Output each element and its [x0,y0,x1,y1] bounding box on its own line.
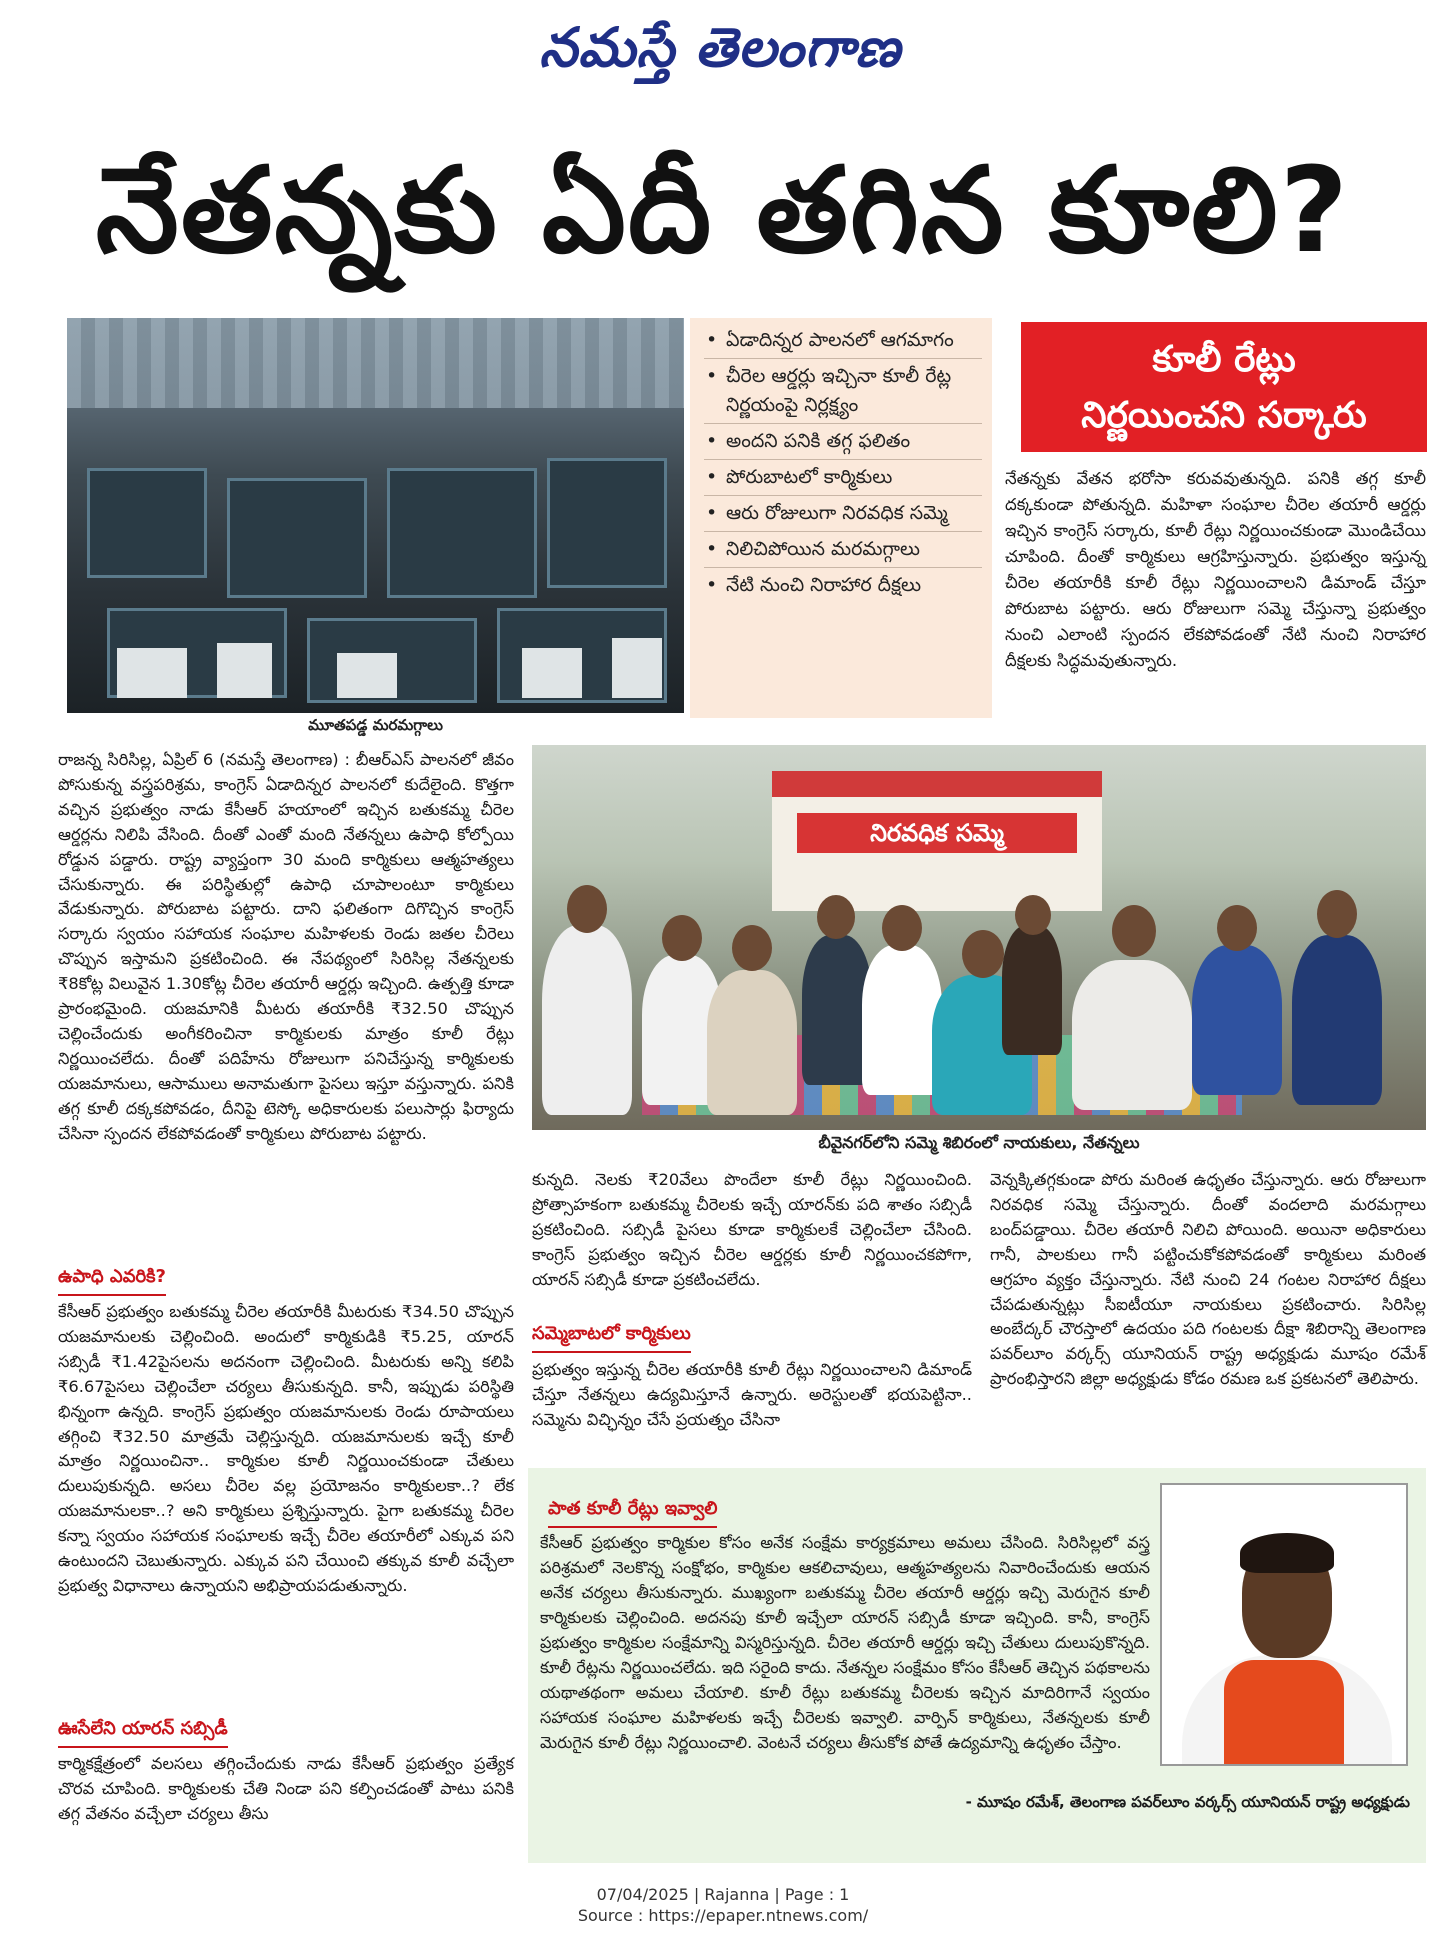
bullet-item: • అందని పనికి తగ్గ ఫలితం [704,427,982,460]
highlights-box [690,318,992,718]
headline: నేతన్నకు ఏదీ తగిన కూలి? [95,141,1351,279]
bullet-item: • నేటి నుంచి నిరాహార దీక్షలు [704,571,982,603]
masthead-logo: నమస్తే తెలంగాణ [539,15,901,79]
column3-paragraph1: వెన్నక్కితగ్గకుండా పోరు మరింత ఉధృతం చేస్తున్నారు. ఆరు రోజులుగా నిరవధిక సమ్మె చేస్తున్నారు. దీంతో వందలాది మరమగ్గాలు బంద్‌పడ్డాయి. చీరెల తయారీ నిలిచి పోయింది. అయినా అధికారులు గానీ, పాలకులు గానీ పట్టించుకోకపోవడంతో కార్మికులు మరింత ఆగ్రహం వ్యక్తం చేస్తున్నారు. నేటి నుంచి 24 గంటల నిరాహార దీక్షలు చేపడుతున్నట్లు సీఐటీయూ నాయకులు ప్రకటించారు. సిరిసిల్ల అంబేద్కర్ చౌరస్తాలో ఉదయం పది గంటలకు దీక్షా శిబిరాన్ని తెలంగాణ పవర్‌లూం వర్కర్స్ యూనియన్ రాష్ట్ర అధ్యక్షుడు మూషం రమేశ్ ప్రారంభిస్తారని జిల్లా అధ్యక్షుడు కోడం రమణ ఒక ప్రకటనలో తెలిపారు. [990,1170,1426,1389]
red-callout [1021,322,1427,452]
red-callout-line1: కూలీ రేట్లు [1152,339,1296,380]
subhead-strike: సమ్మెబాటలో కార్మికులు [532,1323,691,1348]
quote-box-title: పాత కూలీ రేట్లు ఇవ్వాలి [548,1498,717,1523]
column2-paragraph1: కున్నది. నెలకు ₹20వేలు పొందేలా కూలీ రేట్లు నిర్ణయించింది. ప్రోత్సాహకంగా బతుకమ్మ చీరెలకు ఇచ్చే యారన్‌కు పది శాతం సబ్సిడీ ప్రకటించింది. సబ్సిడీ పైసలు కూడా కార్మికులకే చెల్లించేలా చేసింది. కాంగ్రెస్ ప్రభుత్వం ఇచ్చిన చీరెల ఆర్డర్లకు కూలీ నిర్ణయించకపోగా, యారన్ సబ్సిడీ కూడా ప్రకటించలేదు. [532,1170,972,1289]
banner-text: నిరవధిక సమ్మె [797,813,1077,853]
footer-date-line: 07/04/2025 | Rajanna | Page : 1 [596,1885,850,1904]
bullet-item: • ఏడాదిన్నర పాలనలో ఆగమాగం [704,326,982,359]
portrait-photo [1160,1483,1408,1766]
bullet-item: • నిలిచిపోయిన మరమగ్గాలు [704,535,982,568]
quote-box-text: కేసీఆర్ ప్రభుత్వం కార్మికుల కోసం అనేక సంక్షేమ కార్యక్రమాలు అమలు చేసింది. సిరిసిల్లలో వస్త్ర పరిశ్రమలో నెలకొన్న సంక్షోభం, కార్మికుల ఆకలిచావులు, ఆత్మహత్యలను నివారించేందుకు ఆయన అనేక చర్యలు తీసుకున్నారు. ముఖ్యంగా బతుకమ్మ చీరెల తయారీ ఆర్డర్లు ఇచ్చి మెరుగైన కూలీ కార్మికులకు చెల్లించింది. అదనపు కూలీ ఇచ్చేలా యారన్ సబ్సిడీ కూడా ఇచ్చింది. కానీ, కాంగ్రెస్ ప్రభుత్వం కార్మికుల సంక్షేమాన్ని విస్మరిస్తున్నది. చీరెల తయారీ ఆర్డర్లు ఇచ్చి చేతులు దులుపుకొన్నది. కూలీ రేట్లను నిర్ణయించలేదు. ఇది సరైంది కాదు. నేతన్నల సంక్షేమం కోసం కేసీఆర్ తెచ్చిన పథకాలను యథాతథంగా అమలు చేయాలి. కూలీ రేట్లు బతుకమ్మ చీరెలకు ఇచ్చిన మాదిరిగానే స్వయం సహాయక సంఘాల మహిళలకు ఇచ్చే చీరెలకు ఇవ్వాలి. వార్పిన్ కార్మికులు, నేతన్నలకు కూలీ మెరుగైన కూలీ రేట్లు నిర్ణయించాలి. వెంటనే చర్యలు తీసుకోక పోతే ఉద్యమాన్ని ఉధృతం చేస్తాం. [540,1533,1150,1752]
quote-box-credit: - మూషం రమేశ్, తెలంగాణ పవర్‌లూం వర్కర్స్ యూనియన్ రాష్ట్ర అధ్యక్షుడు [965,1793,1410,1811]
footer-source-line: Source : https://epaper.ntnews.com/ [577,1906,869,1925]
intro-paragraph: నేతన్నకు వేతన భరోసా కరువవుతున్నది. పనికి తగ్గ కూలీ దక్కకుండా పోతున్నది. మహిళా సంఘాల చీరెల తయారీ ఆర్డర్లు ఇచ్చిన కాంగ్రెస్ సర్కారు, కూలీ రేట్లు నిర్ణయించకుండా మొండిచేయి చూపింది. దీంతో కార్మికులు ఆగ్రహిస్తున్నారు. ప్రభుత్వం ఇస్తున్న చీరెల తయారీకి కూలీ రేట్లు నిర్ణయించాలని డిమాండ్ చేస్తూ పోరుబాట పట్టారు. ఆరు రోజులుగా సమ్మె చేస్తున్నా ప్రభుత్వం నుంచి ఎలాంటి స్పందన లేకపోవడంతో నేటి నుంచి నిరాహార దీక్షలకు సిద్ధమవుతున్నారు. [1005,469,1426,670]
subhead-upadhi: ఉపాధి ఎవరికి? [58,1266,166,1291]
bullet-item: • ఆరు రోజులుగా నిరవధిక సమ్మె [704,499,982,532]
looms-photo-caption: మూతపడ్డ మరమగ్గాలు [308,716,443,734]
protest-photo [532,745,1426,1130]
column1-paragraph3: కార్మికక్షేత్రంలో వలసలు తగ్గించేందుకు నాడు కేసీఆర్ ప్రభుత్వం ప్రత్యేక చొరవ చూపింది. కార్మికులకు చేతి నిండా పని కల్పించడంతో పాటు పనికి తగ్గ వేతనం వచ్చేలా చర్యలు తీసు [58,1754,514,1823]
subhead-yarn-subsidy: ఊసేలేని యారన్ సబ్సిడీ [58,1718,228,1743]
bullet-item: • పోరుబాటలో కార్మికులు [704,463,982,496]
column1-paragraph2: కేసీఆర్ ప్రభుత్వం బతుకమ్మ చీరెల తయారీకి మీటరుకు ₹34.50 చొప్పున యజమానులకు చెల్లించింది. అందులో కార్మికుడికి ₹5.25, యారన్ సబ్సిడీ ₹1.42పైసలను అదనంగా చెల్లించింది. మీటరుకు అన్ని కలిపి ₹6.67పైసలు చెల్లించేలా చర్యలు తీసుకున్నది. కానీ, ఇప్పుడు పరిస్థితి భిన్నంగా ఉన్నది. కాంగ్రెస్ ప్రభుత్వం యజమానులకు రెండు రూపాయలు తగ్గించి ₹32.50 మాత్రమే చెల్లిస్తున్నది. యజమానులకు ఇచ్చే కూలీ మాత్రం నిర్ణయించినా.. కార్మికుల కూలీ నిర్ణయించకుండా చేతులు దులుపుకున్నది. అసలు చీరెల వల్ల ప్రయోజనం కార్మికులకా..? లేక యజమానులకా..? అని కార్మికులు ప్రశ్నిస్తున్నారు. పైగా బతుకమ్మ చీరెల కన్నా స్వయం సహాయక సంఘాలకు ఇచ్చే చీరెల తయారీలో ఎక్కువ పని ఉంటుందని చెబుతున్నారు. ఎక్కువ పని చేయించి తక్కువ కూలీ వచ్చేలా ప్రభుత్వ విధానాలు ఉన్నాయని అభిప్రాయపడుతున్నారు. [58,1302,514,1595]
bullet-item: • చీరెల ఆర్డర్లు ఇచ్చినా కూలీ రేట్ల నిర్ణయంపై నిర్లక్ష్యం [704,362,982,424]
column2-paragraph2: ప్రభుత్వం ఇస్తున్న చీరెల తయారీకి కూలీ రేట్లు నిర్ణయించాలని డిమాండ్ చేస్తూ నేతన్నలు ఉద్యమిస్తూనే ఉన్నారు. అరెస్టులతో భయపెట్టినా.. సమ్మెను విచ్ఛిన్నం చేసే ప్రయత్నం చేసినా [532,1360,972,1429]
column1-paragraph1: రాజన్న సిరిసిల్ల, ఏప్రిల్ 6 (నమస్తే తెలంగాణ) : బీఆర్ఎస్ పాలనలో జీవం పోసుకున్న వస్త్రపరిశ్రమ, కాంగ్రెస్ ఏడాదిన్నర పాలనలో కుదేలైంది. కొత్తగా వచ్చిన ప్రభుత్వం నాడు కేసీఆర్ హయాంలో ఇచ్చిన బతుకమ్మ చీరెల ఆర్డర్లను నిలిపి వేసింది. దీంతో ఎంతో మంది నేతన్నలు ఉపాధి కోల్పోయి రోడ్డున పడ్డారు. రాష్ట్ర వ్యాప్తంగా 30 మంది కార్మికులు ఆత్మహత్యలు చేసుకున్నారు. ఈ పరిస్థితుల్లో ఉపాధి చూపాలంటూ కార్మికులు వేడుకున్నారు. పోరుబాట పట్టారు. దాని ఫలితంగా దిగొచ్చిన కాంగ్రెస్ సర్కారు స్వయం సహాయక సంఘాల మహిళలకు రెండు జతల చీరెలు చొప్పున ఇస్తామని ప్రకటించింది. ఈ నేపథ్యంలో సిరిసిల్ల నేతన్నలకు ₹8కోట్ల విలువైన 1.30కోట్ల చీరెల తయారీ ఆర్డర్లు ఇచ్చింది. ఉత్పత్తి కూడా ప్రారంభమైంది. యజమానికి మీటరు తయారీకి ₹32.50 చొప్పున చెల్లించేందుకు అంగీకరించినా కార్మికులకు మాత్రం కూలీ రేట్లు నిర్ణయించలేదు. దీంతో పదిహేను రోజులుగా పనిచేస్తున్న కార్మికులకు యజమానులు, ఆసాములు అనామతుగా పైసలు ఇస్తూ వస్తున్నారు. పనికి తగ్గ కూలీ దక్కకపోవడం, దీనిపై టెస్కో అధికారులకు పలుసార్లు ఫిర్యాదు చేసినా స్పందన లేకపోవడంతో కార్మికులు పోరుబాట పట్టారు. [58,750,514,1143]
looms-photo [67,318,684,713]
protest-photo-caption: బీవైనగర్‌లోని సమ్మె శిబిరంలో నాయకులు, నేతన్నలు [818,1133,1140,1152]
red-callout-line2: నిర్ణయించని సర్కారు [1081,395,1367,436]
